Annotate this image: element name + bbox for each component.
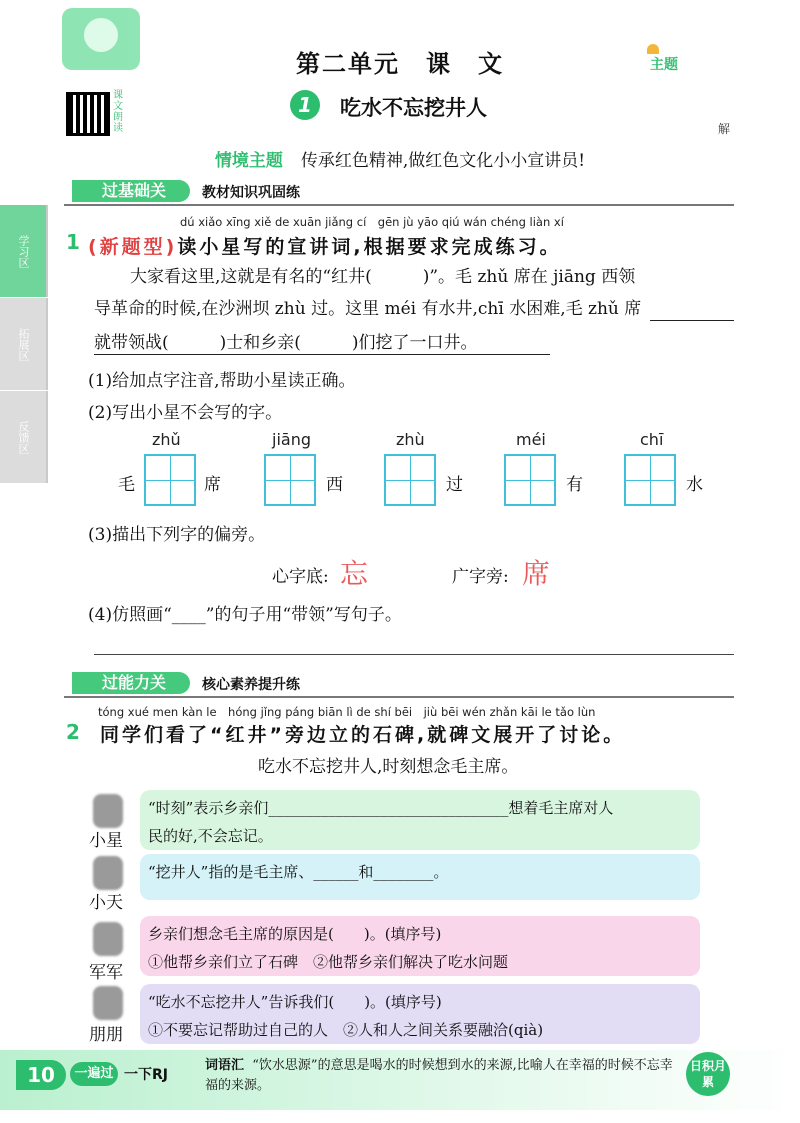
grid-after: 过 xyxy=(446,475,463,495)
dialog-line: “挖井人”指的是毛主席、______和________。 xyxy=(148,863,449,881)
dialog-line: ①不要忘记帮助过自己的人 ②人和人之间关系要融洽(qià) xyxy=(148,1021,544,1039)
radical2-char[interactable]: 席 xyxy=(522,557,551,590)
grid-pinyin: zhù xyxy=(396,430,425,449)
radical1-char[interactable]: 忘 xyxy=(340,557,369,590)
grid-after: 席 xyxy=(204,475,221,495)
section-ability xyxy=(64,672,734,698)
q2-text: 同学们看了“红井”旁边立的石碑,就碑文展开了讨论。 xyxy=(100,724,626,746)
passage-line-2: 导革命的时候,在沙洲坝 zhù 过。这里 méi 有水井,chī 水困难,毛 zhǔ 席 xyxy=(94,299,642,319)
writing-grid[interactable] xyxy=(624,454,676,506)
section-basic-pill: 过基础关 xyxy=(72,180,190,202)
q2-pinyin: tóng xué men kàn le hóng jǐng páng biān lì de shí bēi jiù bēi wén zhǎn kāi le tǎo lùn xyxy=(98,705,596,719)
q1-text: 读小星写的宣讲词,根据要求完成练习。 xyxy=(177,236,562,258)
q1-sub1: (1)给加点字注音,帮助小星读正确。 xyxy=(88,371,356,391)
grid-pinyin: zhǔ xyxy=(152,430,181,449)
sun-icon xyxy=(647,44,659,54)
dialog-bubble xyxy=(140,984,700,1044)
avatar-pengpeng xyxy=(93,986,123,1020)
tab-study-area[interactable]: 学习区 xyxy=(0,205,48,297)
dialog-line: 乡亲们想念毛主席的原因是( )。(填序号) xyxy=(148,925,442,943)
name-junjun: 军军 xyxy=(89,963,123,983)
writing-grid[interactable] xyxy=(504,454,556,506)
grid-before: 毛 xyxy=(118,475,135,495)
answer-line[interactable] xyxy=(94,654,734,655)
avatar-xiaotian xyxy=(93,856,123,890)
radical2-label: 广字旁: xyxy=(452,567,509,587)
dialog-bubble xyxy=(140,854,700,900)
radical1-label: 心字底: xyxy=(272,567,329,587)
vocab-text: “饮水思源”的意思是喝水的时候想到水的来源,比喻人在幸福的时候不忘幸福的来源。 xyxy=(205,1058,673,1093)
dialog-line: ①他帮乡亲们立了石碑 ②他帮乡亲们解决了吃水问题 xyxy=(148,953,509,971)
grid-pinyin: chī xyxy=(640,430,664,449)
context-row xyxy=(0,146,800,171)
unit-title: 第二单元 课 文 xyxy=(296,50,504,78)
stele-text: 吃水不忘挖井人,时刻想念毛主席。 xyxy=(258,757,519,777)
tab-extend-area[interactable]: 拓展区 xyxy=(0,298,48,390)
q1-prompt xyxy=(88,232,562,259)
grid-after: 水 xyxy=(686,475,703,495)
writing-grid[interactable] xyxy=(384,454,436,506)
daily-badge: 日积月累 xyxy=(686,1052,730,1096)
name-xiaoxing: 小星 xyxy=(89,831,123,851)
q1-sub2: (2)写出小星不会写的字。 xyxy=(88,403,283,423)
avatar-xiaoxing xyxy=(93,794,123,828)
q2-number: 2 xyxy=(66,720,80,744)
section-ability-pill: 过能力关 xyxy=(72,672,190,694)
name-xiaotian: 小天 xyxy=(89,893,123,913)
context-label: 情境主题 xyxy=(214,151,283,171)
grid-pinyin: jiāng xyxy=(272,430,311,449)
dialog-line: “时刻”表示乡亲们________________________________想着毛主席对人 xyxy=(148,799,614,817)
lesson-number: 1 xyxy=(290,90,320,120)
grid-pinyin: méi xyxy=(516,430,546,449)
page-number: 10 xyxy=(16,1060,66,1090)
passage-line-1: 大家看这里,这就是有名的“红井( )”。毛 zhǔ 席在 jiāng 西领 xyxy=(130,267,636,287)
section-basic-subtitle: 教材知识巩固练 xyxy=(202,185,300,201)
dialog-bubble xyxy=(140,790,700,850)
new-type-tag: (新题型) xyxy=(88,236,178,258)
section-basic xyxy=(64,180,734,206)
name-pengpeng: 朋朋 xyxy=(89,1025,123,1045)
writing-grids xyxy=(118,430,718,510)
q1-sub4: (4)仿照画“____”的句子用“带领”写句子。 xyxy=(88,605,402,625)
theme-label: 主题 xyxy=(650,57,678,73)
qr-label: 课文朗读 xyxy=(113,90,123,134)
lesson-title: 吃水不忘挖井人 xyxy=(340,96,487,120)
context-text: 传承红色精神,做红色文化小小宣讲员! xyxy=(300,151,586,171)
grid-after: 西 xyxy=(326,475,343,495)
underline-mark xyxy=(650,320,734,321)
side-mark: 解 xyxy=(718,122,731,136)
grid-after: 有 xyxy=(566,475,583,495)
vocab-note xyxy=(205,1056,685,1096)
dialog-line: “吃水不忘挖井人”告诉我们( )。(填序号) xyxy=(148,993,442,1011)
q1-number: 1 xyxy=(66,230,80,254)
tab-feedback-area[interactable]: 反馈区 xyxy=(0,391,48,483)
passage-line-3: 就带领战( )士和乡亲( )们挖了一口井。 xyxy=(94,333,478,353)
vocab-label: 词语汇 xyxy=(205,1058,245,1073)
dialog-line: 民的好,不会忘记。 xyxy=(148,827,273,845)
q1-pinyin: dú xiǎo xīng xiě de xuān jiǎng cí gēn jù yāo qiú wán chéng liàn xí xyxy=(180,215,564,229)
dialog-bubble xyxy=(140,916,700,976)
grade-label: 一下RJ xyxy=(124,1067,168,1083)
qr-code[interactable] xyxy=(66,92,110,136)
underline-mark xyxy=(94,354,550,355)
writing-grid[interactable] xyxy=(264,454,316,506)
q1-sub3: (3)描出下列字的偏旁。 xyxy=(88,525,266,545)
writing-grid[interactable] xyxy=(144,454,196,506)
brand-logo: 一遍过 xyxy=(70,1062,118,1086)
section-ability-subtitle: 核心素养提升练 xyxy=(202,677,300,693)
avatar-junjun xyxy=(93,922,123,956)
